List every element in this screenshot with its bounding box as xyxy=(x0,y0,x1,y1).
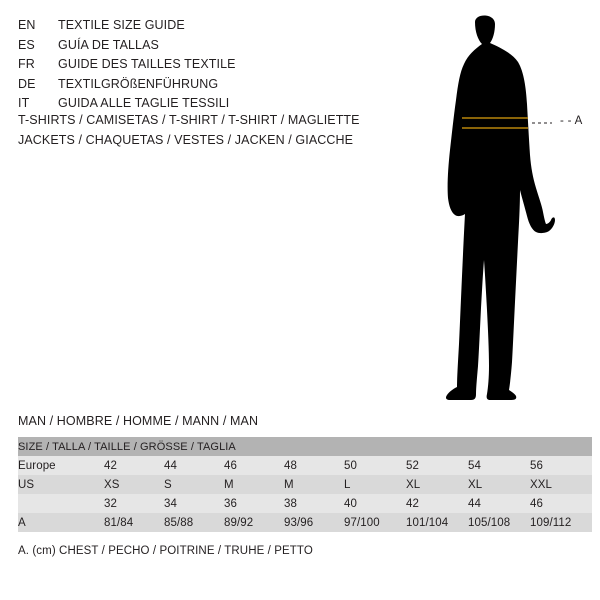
cell: 42 xyxy=(406,494,468,513)
cell: 105/108 xyxy=(468,513,530,532)
cell: 93/96 xyxy=(284,513,344,532)
cell: 54 xyxy=(468,456,530,475)
table-row xyxy=(18,475,592,494)
body-figure xyxy=(400,10,590,405)
cell: M xyxy=(284,475,344,494)
category-line-jackets: JACKETS / CHAQUETAS / VESTES / JACKEN / GIACCHE xyxy=(18,132,354,147)
language-code: ES xyxy=(18,37,35,52)
measure-label-a: - - A xyxy=(560,115,583,127)
cell: 34 xyxy=(164,494,224,513)
language-text: TEXTILE SIZE GUIDE xyxy=(58,18,185,32)
language-row xyxy=(18,55,378,75)
cell: 36 xyxy=(224,494,284,513)
table-header-label: SIZE / TALLA / TAILLE / GRÖSSE / TAGLIA xyxy=(18,437,592,456)
cell: 109/112 xyxy=(530,513,592,532)
cell: 52 xyxy=(406,456,468,475)
language-code: IT xyxy=(18,96,30,110)
size-table xyxy=(18,437,592,532)
table-title: MAN / HOMBRE / HOMME / MANN / MAN xyxy=(18,414,259,428)
cell: 32 xyxy=(104,494,164,513)
cell: 89/92 xyxy=(224,513,284,532)
row-label xyxy=(18,494,104,513)
cell: 44 xyxy=(468,494,530,513)
language-row xyxy=(18,75,378,95)
row-label: US xyxy=(18,475,104,494)
cell: 46 xyxy=(224,456,284,475)
language-text: GUIDA ALLE TAGLIE TESSILI xyxy=(58,96,230,110)
cell: XL xyxy=(406,475,468,494)
cell: 40 xyxy=(344,494,406,513)
table-row xyxy=(18,513,592,532)
language-text: TEXTILGRÖßENFÜHRUNG xyxy=(58,76,219,91)
category-line-tshirts: T-SHIRTS / CAMISETAS / T-SHIRT / T-SHIRT / MAGLIETTE xyxy=(18,113,360,127)
cell: XS xyxy=(104,475,164,494)
cell: 46 xyxy=(530,494,592,513)
table-header-row xyxy=(18,437,592,456)
cell: 42 xyxy=(104,456,164,475)
cell: 56 xyxy=(530,456,592,475)
cell: 50 xyxy=(344,456,406,475)
male-silhouette-icon xyxy=(400,10,590,405)
language-text: GUÍA DE TALLAS xyxy=(58,37,159,52)
language-row xyxy=(18,16,378,36)
cell: XL xyxy=(468,475,530,494)
category-lines xyxy=(18,111,418,150)
table-footnote: A. (cm) CHEST / PECHO / POITRINE / TRUHE / PETTO xyxy=(18,545,313,557)
cell: 48 xyxy=(284,456,344,475)
cell: 44 xyxy=(164,456,224,475)
size-table-area xyxy=(18,414,582,557)
cell: L xyxy=(344,475,406,494)
language-code: DE xyxy=(18,76,36,91)
table-row xyxy=(18,456,592,475)
cell: 97/100 xyxy=(344,513,406,532)
cell: 101/104 xyxy=(406,513,468,532)
language-text: GUIDE DES TAILLES TEXTILE xyxy=(58,57,236,71)
cell: S xyxy=(164,475,224,494)
cell: M xyxy=(224,475,284,494)
row-label: Europe xyxy=(18,456,104,475)
cell: 81/84 xyxy=(104,513,164,532)
table-row xyxy=(18,494,592,513)
cell: 38 xyxy=(284,494,344,513)
language-code: EN xyxy=(18,18,36,32)
language-list xyxy=(18,16,378,114)
cell: 85/88 xyxy=(164,513,224,532)
row-label: A xyxy=(18,513,104,532)
language-code: FR xyxy=(18,57,35,71)
language-row xyxy=(18,36,378,56)
cell: XXL xyxy=(530,475,592,494)
